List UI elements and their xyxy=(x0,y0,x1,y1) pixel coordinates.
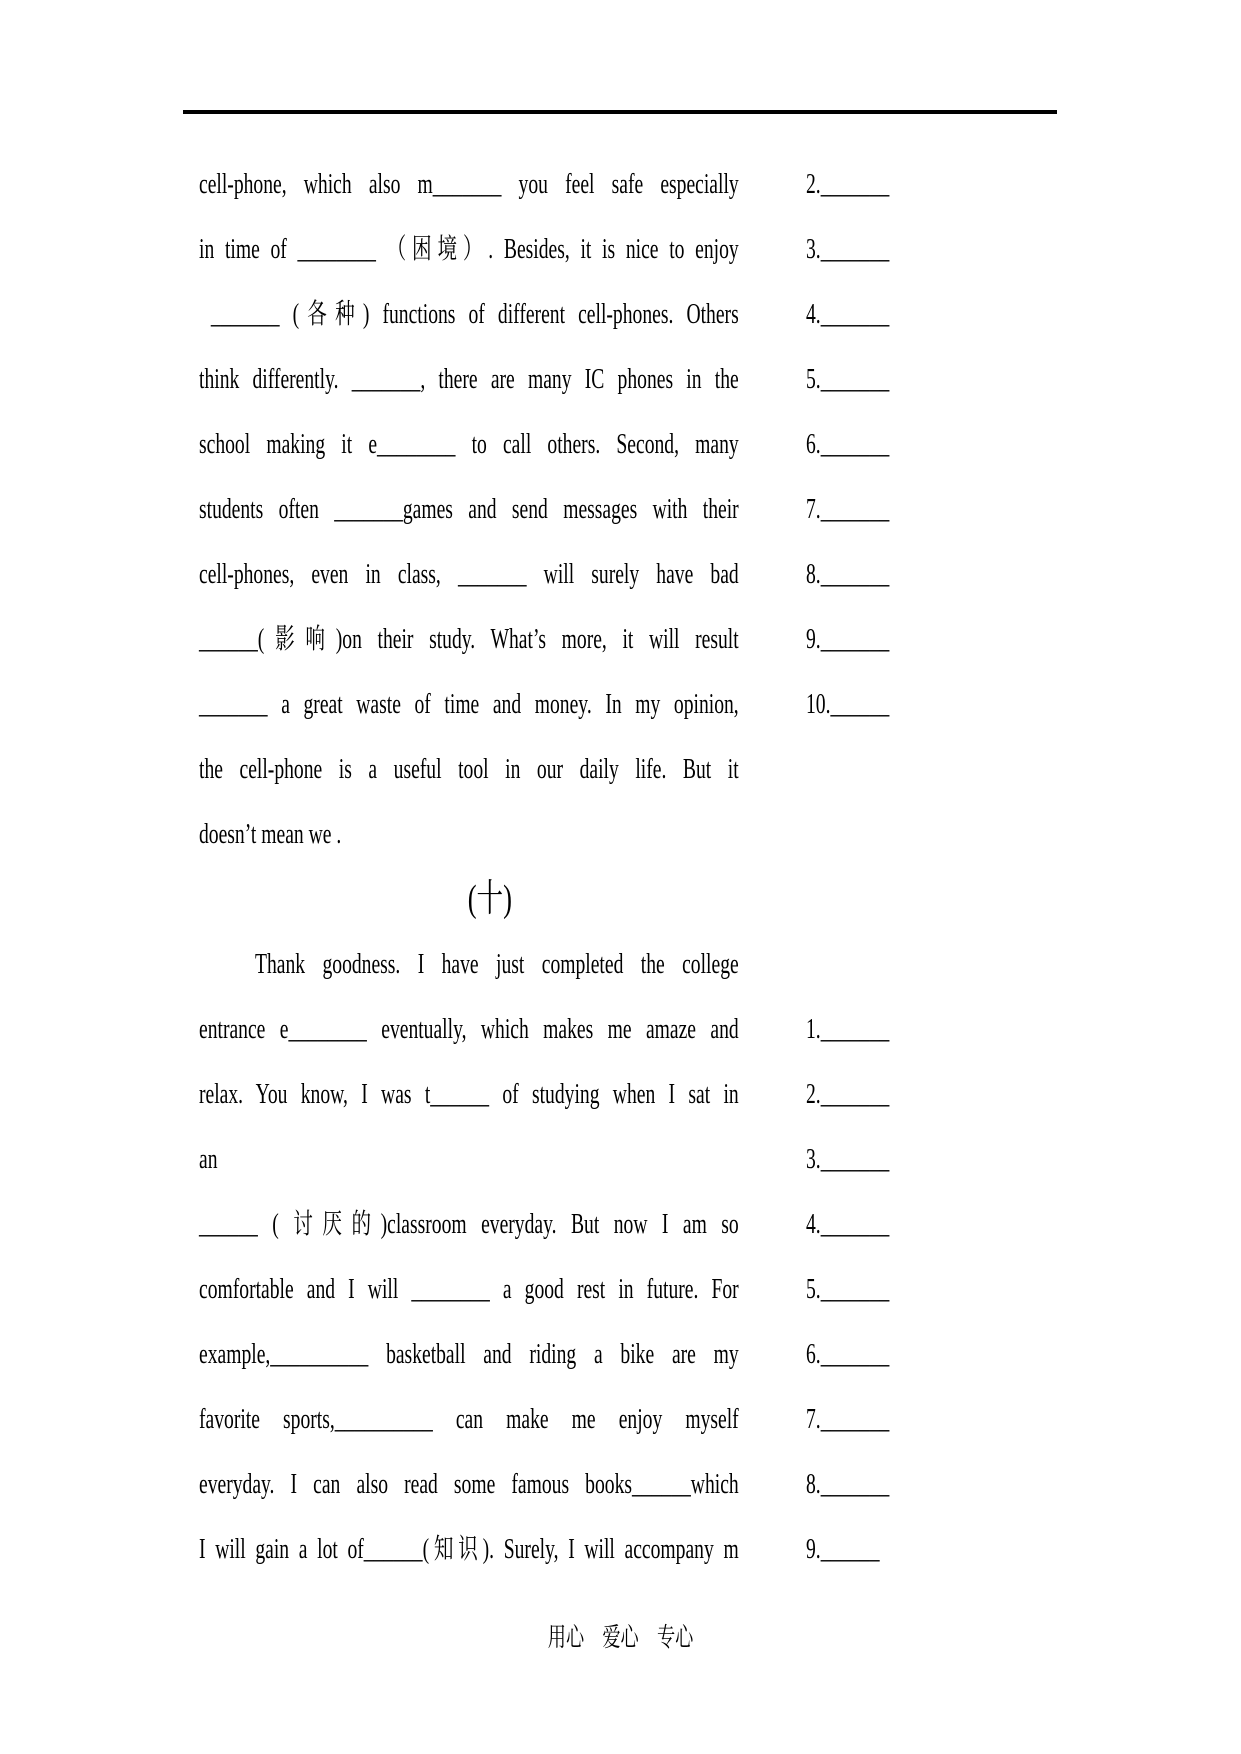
answer-slot: 6._______ xyxy=(806,1339,890,1370)
passage-line: Thank goodness. I have just completed the college xyxy=(255,949,739,980)
worksheet-row xyxy=(199,477,1199,542)
passage-line: everyday. I can also read some famous books______which xyxy=(199,1469,739,1500)
passage-line: ______ ( 讨厌的)classroom everyday. But now I am so xyxy=(199,1209,739,1240)
worksheet-row xyxy=(199,802,1199,867)
worksheet-body xyxy=(199,152,1199,1582)
worksheet-row xyxy=(199,1127,1199,1192)
answer-slot: 5._______ xyxy=(806,1274,890,1305)
worksheet-row xyxy=(199,1257,1199,1322)
worksheet-row xyxy=(199,412,1199,477)
worksheet-row xyxy=(199,1192,1199,1257)
answer-slot: 3._______ xyxy=(806,1144,890,1175)
worksheet-row xyxy=(199,932,1199,997)
section-header: (十) xyxy=(467,878,513,920)
worksheet-row xyxy=(199,672,1199,737)
answer-slot: 8._______ xyxy=(806,559,890,590)
header-rule xyxy=(183,110,1057,114)
answer-slot: 2._______ xyxy=(806,169,890,200)
answer-slot: 2._______ xyxy=(806,1079,890,1110)
worksheet-row xyxy=(199,542,1199,607)
passage-line: the cell-phone is a useful tool in our daily life. But it xyxy=(199,754,739,785)
answer-slot: 1._______ xyxy=(806,1014,890,1045)
passage-line: entrance e________ eventually, which makes me amaze and xyxy=(199,1014,739,1045)
passage-line: cell-phones, even in class, _______ will surely have bad xyxy=(199,559,739,590)
answer-slot: 7._______ xyxy=(806,494,890,525)
answer-slot: 4._______ xyxy=(806,299,890,330)
passage-line: students often _______games and send messages with their xyxy=(199,494,739,525)
answer-slot: 9.______ xyxy=(806,1534,880,1565)
page-footer: 用心 爱心 专心 xyxy=(547,1623,694,1652)
passage-line: in time of ________ （困境）. Besides, it is nice to enjoy xyxy=(199,234,739,265)
passage-line: school making it e________ to call others. Second, many xyxy=(199,429,739,460)
answer-slot: 7._______ xyxy=(806,1404,890,1435)
answer-slot: 3._______ xyxy=(806,234,890,265)
answer-slot: 10.______ xyxy=(806,689,890,720)
passage-line: ______(影响)on their study. What’s more, it will result xyxy=(199,624,739,655)
passage-line: relax. You know, I was t______ of studying when I sat in xyxy=(199,1079,739,1110)
worksheet-row xyxy=(199,1062,1199,1127)
worksheet-row xyxy=(199,1387,1199,1452)
answer-slot: 4._______ xyxy=(806,1209,890,1240)
passage-line: _______ a great waste of time and money. In my opinion, xyxy=(199,689,739,720)
worksheet-row xyxy=(199,1452,1199,1517)
worksheet-row xyxy=(199,282,1199,347)
worksheet-row xyxy=(199,737,1199,802)
section-header-row xyxy=(199,867,1199,932)
answer-slot: 9._______ xyxy=(806,624,890,655)
passage-line: think differently. _______, there are many IC phones in the xyxy=(199,364,739,395)
passage-line: example,__________ basketball and riding a bike are my xyxy=(199,1339,739,1370)
worksheet-row xyxy=(199,347,1199,412)
worksheet-row xyxy=(199,1322,1199,1387)
passage-line: cell-phone, which also m_______ you feel safe especially xyxy=(199,169,739,200)
worksheet-row xyxy=(199,1517,1199,1582)
worksheet-row xyxy=(199,997,1199,1062)
worksheet-row xyxy=(199,152,1199,217)
passage-line: I will gain a lot of______(知识). Surely, I will accompany m xyxy=(199,1534,739,1565)
worksheet-row xyxy=(199,607,1199,672)
passage-line: comfortable and I will ________ a good rest in future. For xyxy=(199,1274,739,1305)
worksheet-row xyxy=(199,217,1199,282)
passage-line: favorite sports,__________ can make me enjoy myself xyxy=(199,1404,739,1435)
answer-slot: 6._______ xyxy=(806,429,890,460)
answer-slot: 5._______ xyxy=(806,364,890,395)
passage-line: doesn’t mean we . xyxy=(199,819,342,850)
answer-slot: 8._______ xyxy=(806,1469,890,1500)
passage-line: _______ (各种) functions of different cell-phones. Others xyxy=(210,299,739,330)
passage-line: an xyxy=(199,1144,218,1175)
